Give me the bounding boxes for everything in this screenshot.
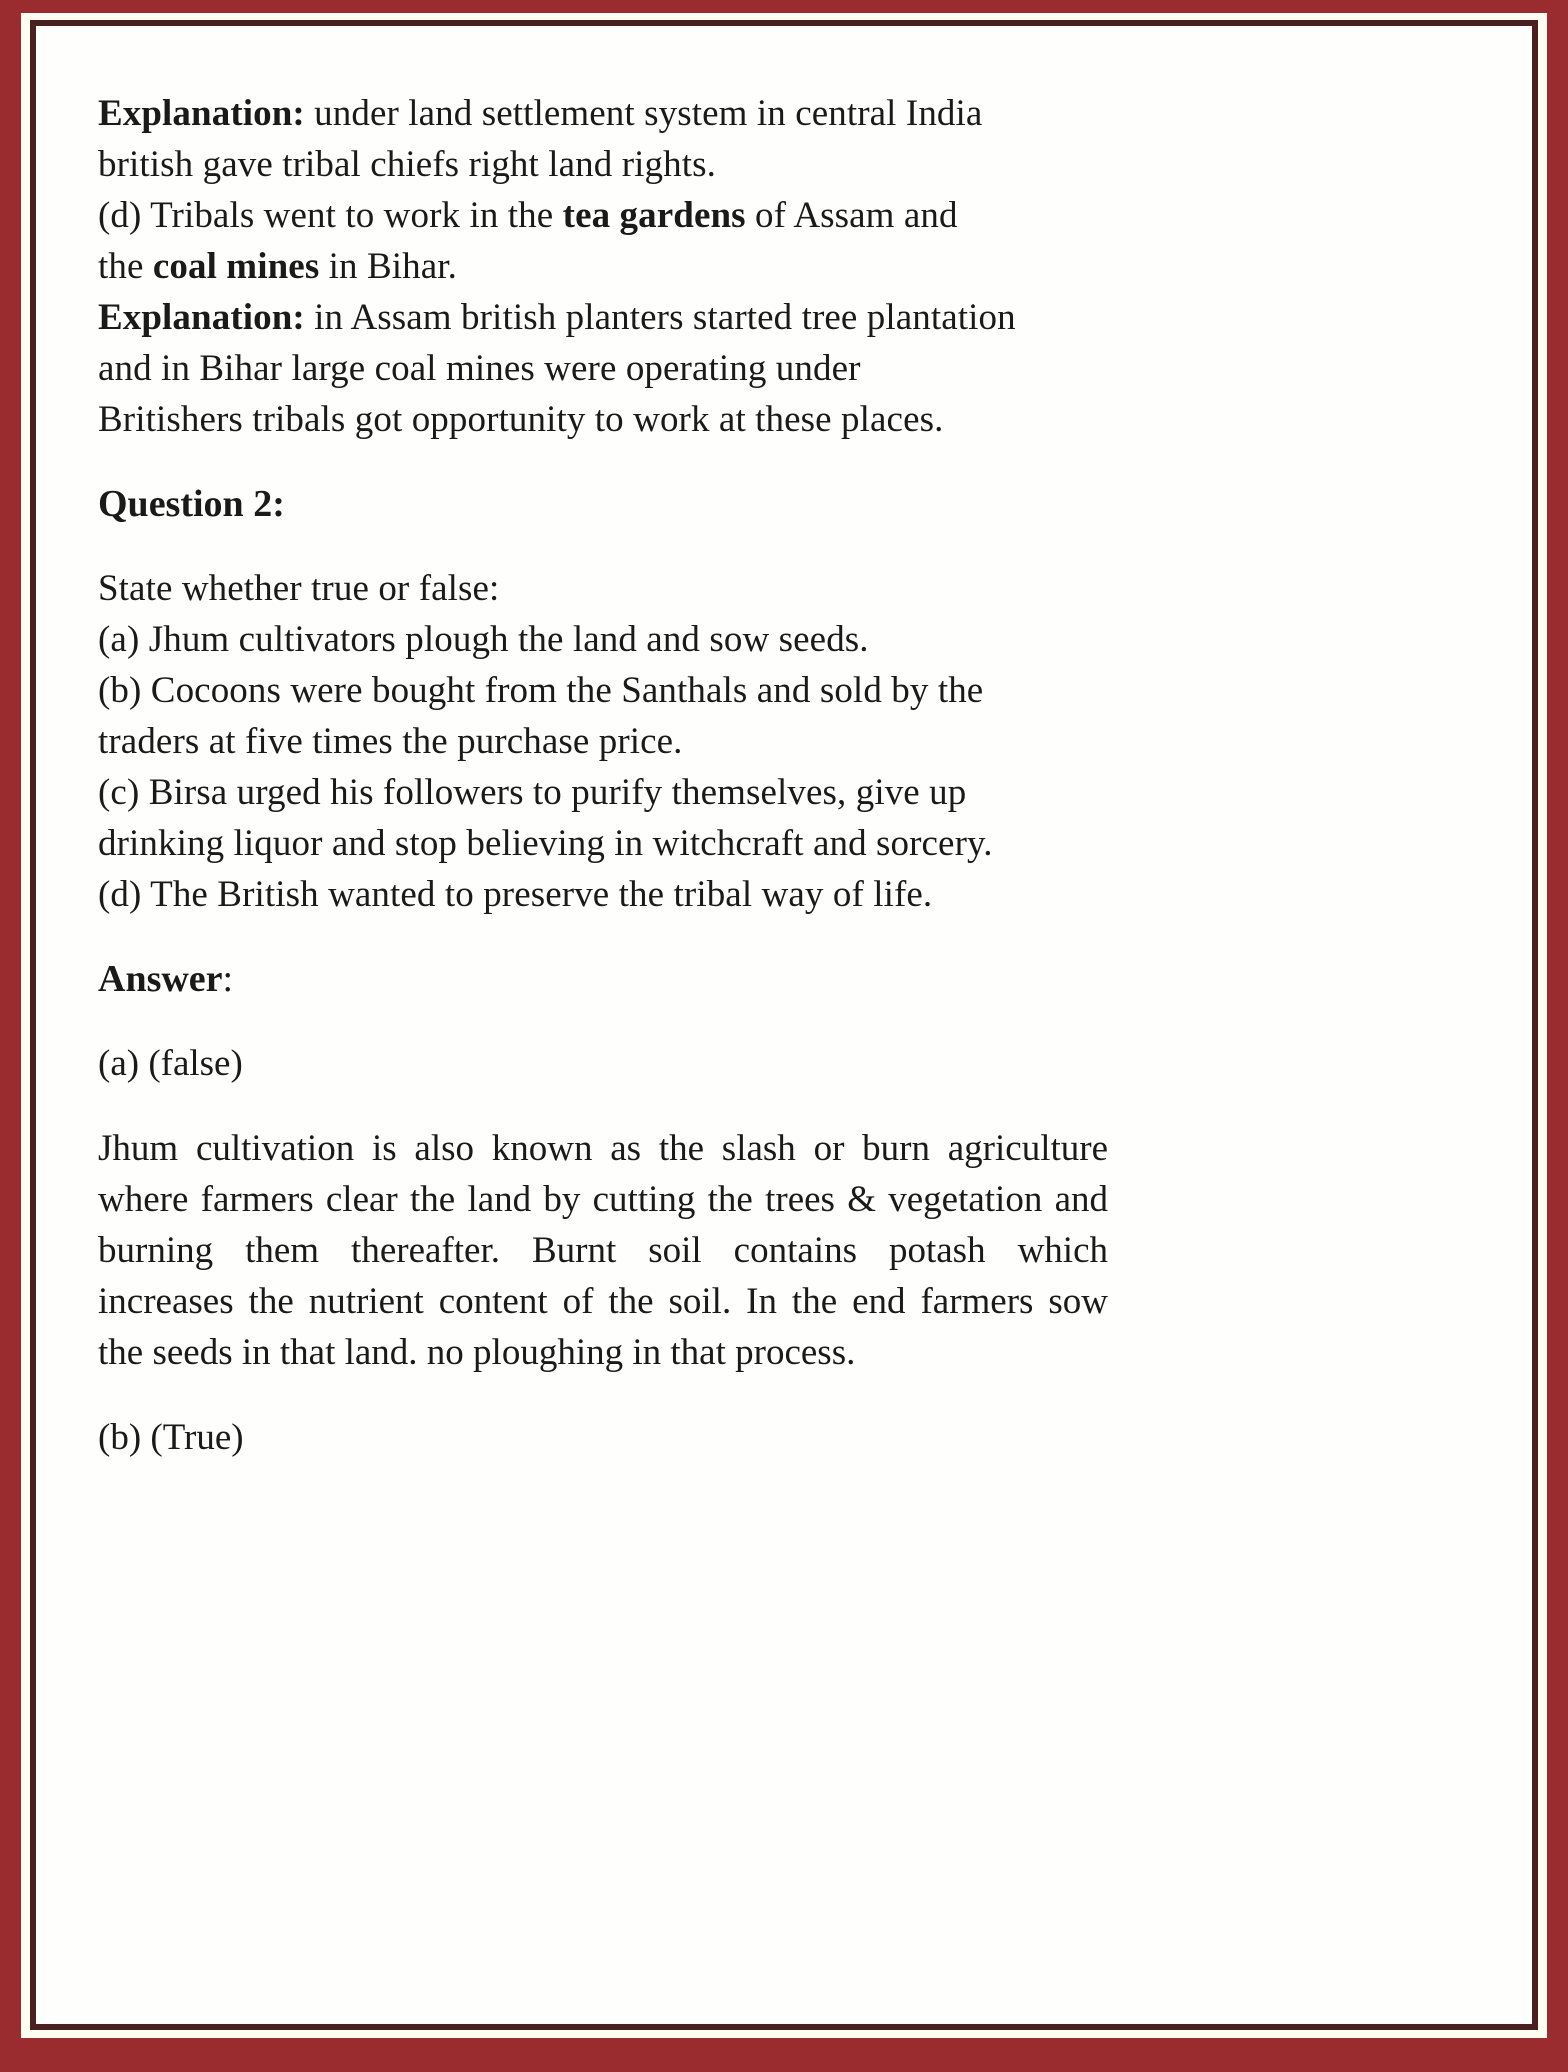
statement-c-line-1: (c) Birsa urged his followers to purify themselves, give up [98, 772, 967, 813]
item-d-text-d: in Bihar. [319, 246, 458, 287]
document-page [36, 26, 1532, 2024]
spacer-after-answer-heading [98, 1004, 1108, 1038]
spacer-after-question [98, 529, 1108, 563]
explanation-2-text-1: in Assam british planters started tree plantation [304, 297, 1016, 338]
answer-b: (b) (True) [98, 1417, 244, 1458]
answer-a-explanation-line-1: Jhum cultivation is also known as the slash or burn agriculture [98, 1128, 1108, 1169]
item-d-bold-tea-gardens: tea gardens [562, 195, 746, 236]
answer-a-explanation [98, 1123, 1108, 1378]
statement-item-d-line-1 [98, 190, 1108, 241]
true-false-statement-list [98, 563, 1108, 920]
spacer-before-answer-b [98, 1378, 1108, 1412]
statement-b-line-2: traders at five times the purchase price. [98, 721, 683, 762]
explanation-2-line-1 [98, 292, 1108, 343]
true-false-prompt: State whether true or false: [98, 568, 500, 609]
explanation-2-line-2: and in Bihar large coal mines were operating under [98, 348, 861, 389]
explanation-1-text-1: under land settlement system in central India [304, 93, 983, 134]
item-d-bold-coal-mines: coal mines [152, 246, 320, 287]
item-d-text-c: the [98, 246, 153, 287]
answer-heading-label: Answer [98, 958, 223, 1000]
explanation-1-line-1 [98, 88, 1108, 139]
explanation-1-label: Explanation: [98, 93, 305, 134]
statement-c-line-2: drinking liquor and stop believing in witchcraft and sorcery. [98, 823, 993, 864]
question-2-heading: Question 2: [98, 483, 285, 525]
answer-heading-colon: : [222, 958, 234, 1000]
answer-a-explanation-line-5: the seeds in that land. no ploughing in that process. [98, 1332, 856, 1373]
answer-a-explanation-line-3: burning them thereafter. Burnt soil contains potash which [98, 1230, 1108, 1271]
explanation-block-1 [98, 88, 1108, 190]
spacer-before-answer-paragraph [98, 1089, 1108, 1123]
explanation-2-label: Explanation: [98, 297, 305, 338]
spacer-before-answer [98, 920, 1108, 954]
explanation-1-line-2: british gave tribal chiefs right land rights. [98, 144, 716, 185]
statement-item-d [98, 190, 1108, 292]
answer-a-explanation-line-2: where farmers clear the land by cutting the trees & vegetation and [98, 1179, 1108, 1220]
spacer-before-question [98, 445, 1108, 479]
item-d-text-b: of Assam and [745, 195, 958, 236]
answer-heading [98, 954, 1108, 1004]
statement-d: (d) The British wanted to preserve the tribal way of life. [98, 874, 933, 915]
explanation-block-2 [98, 292, 1108, 445]
document-body [98, 88, 1108, 1463]
statement-a: (a) Jhum cultivators plough the land and sow seeds. [98, 619, 869, 660]
statement-b-line-1: (b) Cocoons were bought from the Santhals and sold by the [98, 670, 984, 711]
explanation-2-line-3: Britishers tribals got opportunity to work at these places. [98, 399, 944, 440]
answer-a: (a) (false) [98, 1043, 243, 1084]
item-d-text-a: (d) Tribals went to work in the [98, 195, 563, 236]
answer-a-explanation-line-4: increases the nutrient content of the soil. In the end farmers sow [98, 1281, 1108, 1322]
statement-item-d-line-2 [98, 241, 1108, 292]
